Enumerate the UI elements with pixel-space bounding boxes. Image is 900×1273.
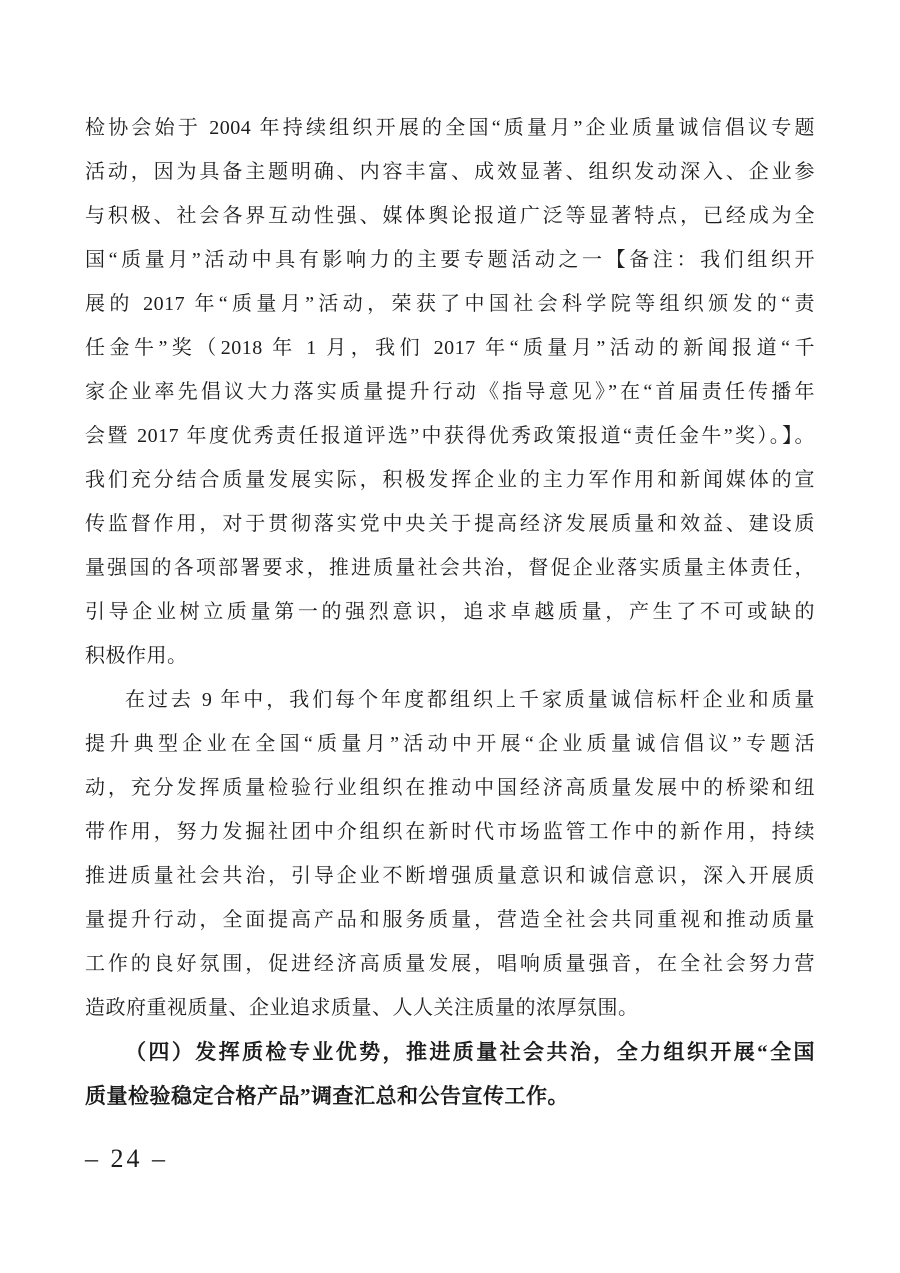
text-line: 在过去 9 年中，我们每个年度都组织上千家质量诚信标杆企业和质量 [125,689,815,711]
text-line: 检协会始于 2004 年持续组织开展的全国“质量月”企业质量诚信倡议专题 [85,117,815,139]
text-line: 活动，因为具备主题明确、内容丰富、成效显著、组织发动深入、企业参 [85,161,815,183]
text-line: 传监督作用，对于贯彻落实党中央关于提高经济发展质量和效益、建设质 [85,513,815,535]
text-line: 我们充分结合质量发展实际，积极发挥企业的主力军作用和新闻媒体的宣 [85,469,815,491]
text-line: 工作的良好氛围，促进经济高质量发展，唱响质量强音，在全社会努力营 [85,953,815,975]
text-line: （四）发挥质检专业优势，推进质量社会共治，全力组织开展“全国 [125,1040,815,1064]
text-line: 动，充分发挥质量检验行业组织在推动中国经济高质量发展中的桥梁和纽 [85,777,815,799]
text-line: 会暨 2017 年度优秀责任报道评选”中获得优秀政策报道“责任金牛”奖）。】。 [85,425,815,447]
text-line: 带作用，努力发掘社团中介组织在新时代市场监管工作中的新作用，持续 [85,821,815,843]
text-line: 展的 2017 年“质量月”活动，荣获了中国社会科学院等组织颁发的“责 [85,293,815,315]
text-line: 积极作用。 [85,645,188,667]
text-line: 造政府重视质量、企业追求质量、人人关注质量的浓厚氛围。 [85,997,639,1019]
text-line: 量提升行动，全面提高产品和服务质量，营造全社会共同重视和推动质量 [85,909,815,931]
document-body [85,106,815,1118]
heading-section-four [85,1030,815,1118]
text-line: 与积极、社会各界互动性强、媒体舆论报道广泛等显著特点，已经成为全 [85,205,815,227]
text-line: 家企业率先倡议大力落实质量提升行动《指导意见》”在“首届责任传播年 [85,381,815,403]
text-line: 量强国的各项部署要求，推进质量社会共治，督促企业落实质量主体责任， [85,557,815,579]
text-line: 引导企业树立质量第一的强烈意识，追求卓越质量，产生了不可或缺的 [85,601,815,623]
paragraph-quality-month-activity [85,106,815,678]
text-line: 任金牛”奖（2018 年 1 月，我们 2017 年“质量月”活动的新闻报道“千 [85,337,815,359]
page-number: – 24 – [85,1144,168,1173]
text-line: 质量检验稳定合格产品”调查汇总和公告宣传工作。 [85,1084,569,1108]
text-line: 提升典型企业在全国“质量月”活动中开展“企业质量诚信倡议”专题活 [85,733,815,755]
paragraph-past-nine-years [85,678,815,1030]
text-line: 国“质量月”活动中具有影响力的主要专题活动之一【备注：我们组织开 [85,249,815,271]
text-line: 推进质量社会共治，引导企业不断增强质量意识和诚信意识，深入开展质 [85,865,815,887]
